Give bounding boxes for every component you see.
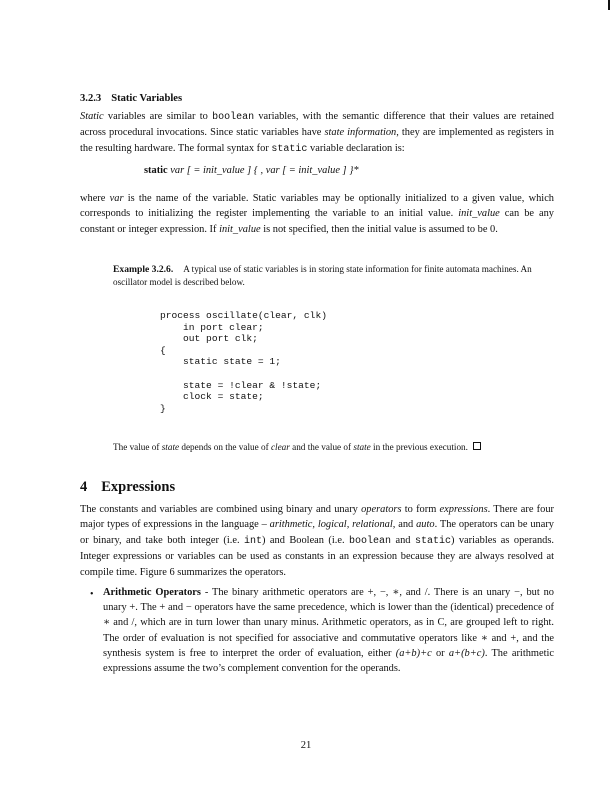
example-block: Example 3.2.6. A typical use of static variables is in storing state information for finite automata machines. An oscillator model is described below. — [113, 264, 532, 287]
syntax-line: static var [ = init_value ] { , var [ = init_value ] }* — [144, 165, 359, 176]
intro-paragraph: Static variables are similar to boolean variables, with the semantic difference that their values are retained across procedural invocations. Since static variables have state information, they are implemented as registers in the resulting hardware. The formal syntax for static variable declaration is: — [80, 111, 555, 155]
bullet-icon: • — [90, 589, 94, 600]
edge-mark — [608, 0, 610, 10]
where-paragraph: where var is the name of the variable. Static variables may be optionally initialized to a given value, which corresponds to initializing the register implementing the variable to an initial value. init_value can be any constant or integer expression. If init_value is not specified, then the initial value is assumed to be 0. — [80, 193, 555, 235]
arithmetic-operators-item: Arithmetic Operators - The binary arithmetic operators are +, −, ∗, and /. There is an unary −, but no unary +. The + and − operators have the same precedence, which is lower than the (identical) precedence of ∗ and /, which are in turn lower than unary minus. Arithmetic operators, as in C, are grouped left to right. The order of evaluation is not specified for associative and commutative operators like ∗ and +, and the synthesis system is free to interpret the order of evaluation, either (a+b)+c or a+(b+c). The arithmetic expressions assume the two’s complement convention for the operands. — [103, 587, 554, 675]
section-heading: 3.2.3 Static Variables — [80, 93, 183, 104]
code-listing: process oscillate(clear, clk) in port clear; out port clk; { static state = 1; state = !clear & !state; clock = state; } — [160, 310, 327, 414]
page-number: 21 — [300, 740, 312, 751]
example-note: The value of state depends on the value of clear and the value of state in the previous execution. — [113, 442, 481, 452]
chapter-heading: 4 Expressions — [80, 479, 176, 495]
expressions-paragraph: The constants and variables are combined using binary and unary operators to form expressions. There are four major types of expressions in the language – arithmetic, logical, relational, and auto. The operators can be unary or binary, and take both integer (i.e. int) and Boolean (i.e. boolean and static) variables as operands. Integer expressions or variables can be used as constants in an expression because they are always resolved at compile time. Figure 6 summarizes the operators. — [80, 504, 555, 578]
qed-square-icon — [473, 442, 481, 450]
